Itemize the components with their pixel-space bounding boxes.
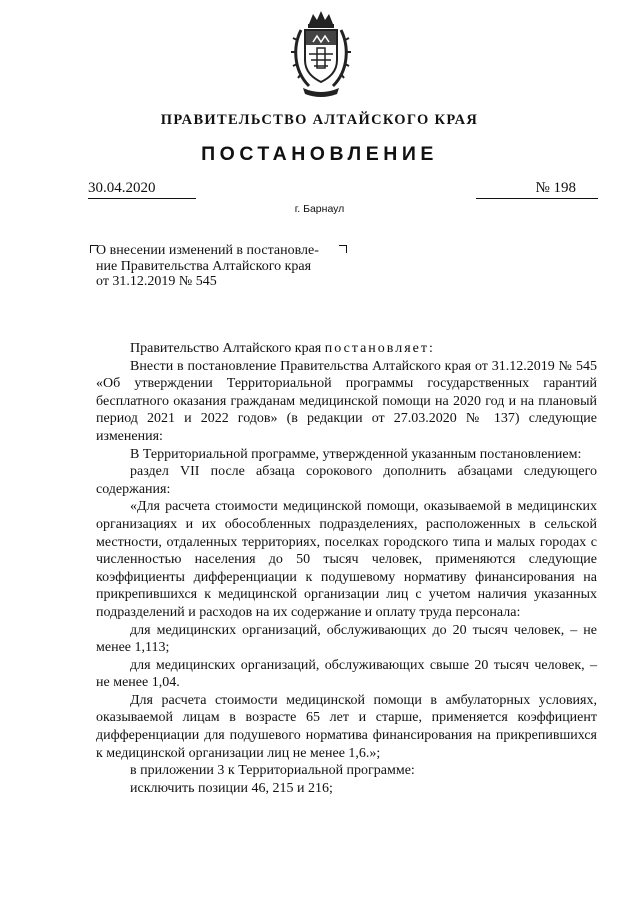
body-paragraph: Для расчета стоимости медицинской помощи в амбулаторных условиях, оказываемой лицам в возрасте 65 лет и старше, применяется коэффициент дифференциации для подушевого норматива финансирования на прикрепившихся к медицинской организации лиц не менее 1,6.»;	[96, 692, 597, 761]
document-date: 30.04.2020	[88, 180, 196, 199]
body-paragraph: «Для расчета стоимости медицинской помощи, оказываемой в медицинских организациях и их обособленных подразделениях, расположенных в сельской местности, отдаленных территориях, поселках городского типа и малых городах с численностью населения до 50 тысяч человек, применяются следующие коэффициенты дифференциации к подушевому нормативу финансирования на прикрепившихся к медицинской организации лиц с учетом наличия указанных подразделений и расходов на их содержание и оплату труда персонала:	[96, 499, 597, 620]
subject-line: ние Правительства Алтайского края	[96, 258, 312, 274]
document-place: г. Барнаул	[294, 203, 345, 215]
document-number: № 198	[476, 180, 598, 199]
body-paragraph: в приложении 3 к Территориальной программе:	[130, 763, 415, 779]
subject-line: О внесении изменений в постановле-	[96, 243, 319, 258]
document-subject	[96, 243, 346, 290]
document-body	[96, 340, 597, 797]
subject-line: от 31.12.2019 № 545	[96, 274, 217, 289]
body-paragraph: для медицинских организаций, обслуживающих свыше 20 тысяч человек, – не менее 1,04.	[96, 657, 597, 691]
body-paragraph: для медицинских организаций, обслуживающих до 20 тысяч человек, – не менее 1,113;	[96, 622, 597, 656]
body-intro	[96, 340, 597, 358]
intro-verb: постановляет:	[324, 341, 435, 356]
body-paragraph: исключить позиции 46, 215 и 216;	[130, 780, 333, 796]
intro-text: Правительство Алтайского края	[130, 341, 322, 356]
body-paragraph: В Территориальной программе, утвержденной указанным постановлением:	[130, 446, 582, 462]
coat-of-arms-icon	[289, 8, 353, 98]
document-type: ПОСТАНОВЛЕНИЕ	[201, 143, 438, 165]
body-paragraph: раздел VII после абзаца сорокового дополнить абзацами следующего содержания:	[96, 464, 597, 497]
body-paragraph: Внести в постановление Правительства Алтайского края от 31.12.2019 № 545 «Об утверждении Территориальной программы государственных гарантий бесплатного оказания гражданам медицинской помощи на 2020 год и на плановый период 2021 и 2022 годов» (в редакции от 27.03.2020 № 137) следующие изменения:	[96, 358, 597, 444]
government-title: ПРАВИТЕЛЬСТВО АЛТАЙСКОГО КРАЯ	[160, 112, 479, 128]
